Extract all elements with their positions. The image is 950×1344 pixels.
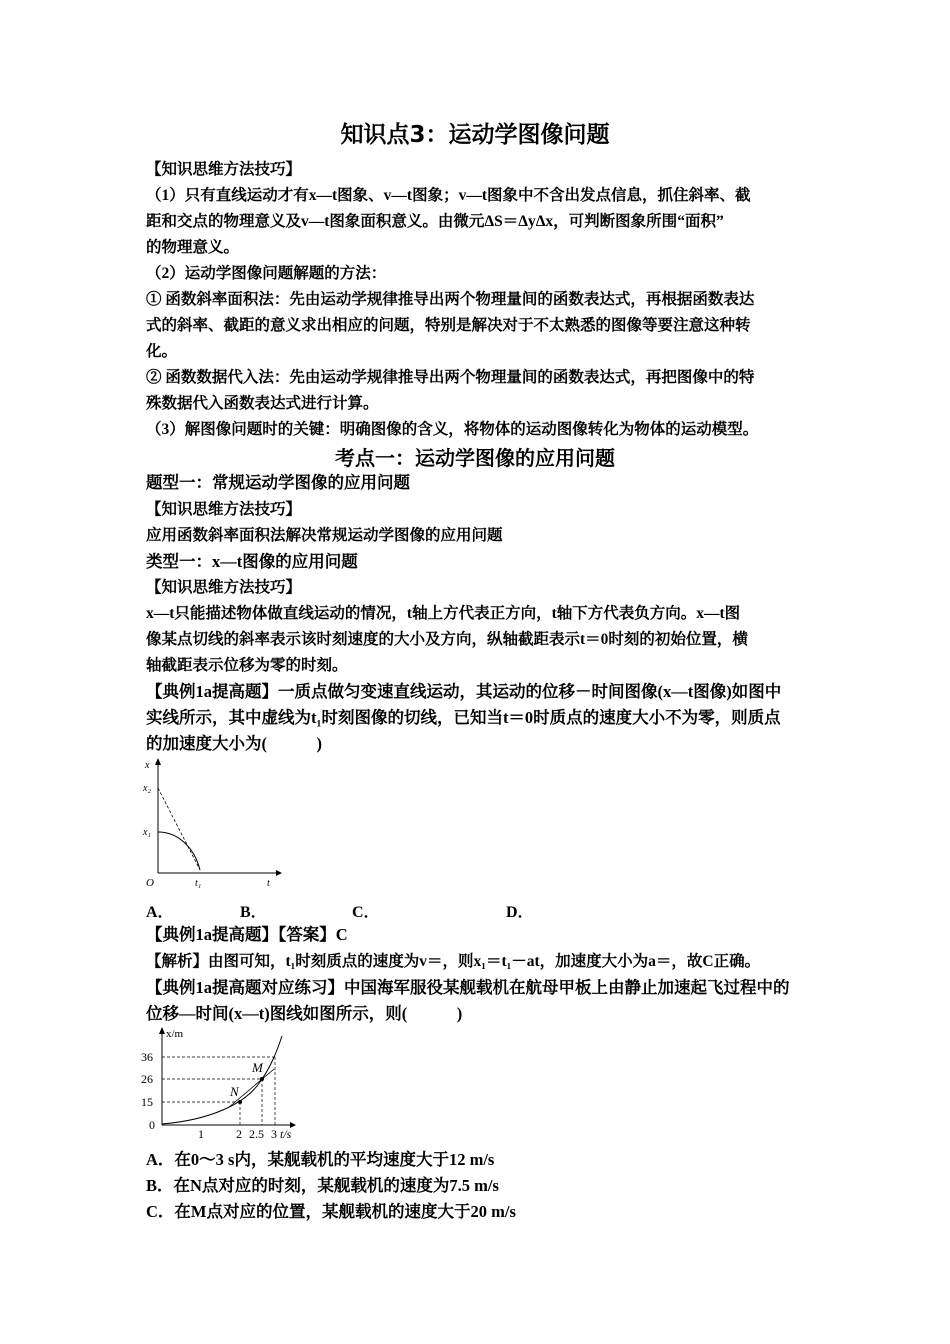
option-d: D．: [506, 904, 534, 921]
x-tick-2: 2: [236, 1127, 242, 1141]
text-line: 【知识思维方法技巧】: [146, 579, 302, 596]
x-axis-label: x: [145, 760, 150, 771]
subsection-title: 题型一：常规运动学图像的应用问题: [146, 473, 410, 492]
text-line: 殊数据代入函数表达式进行计算。: [146, 395, 379, 412]
text-line: 【知识思维方法技巧】: [146, 161, 302, 178]
x-axis-arrow: [159, 1027, 165, 1034]
text-line: 实线所示，其中虚线为t₁时刻图像的切线，已知当t＝0时质点的速度大小不为零，则质点: [146, 708, 781, 727]
xt-graph-1: [140, 755, 290, 890]
origin-label: O: [146, 877, 154, 889]
text-line: （1）只有直线运动才有x—t图象、v—t图象；v—t图象中不含出发点信息，抓住斜率、截: [146, 187, 751, 204]
xt-graph-2: [140, 1024, 310, 1144]
text-line: 的加速度大小为( ): [146, 734, 322, 753]
t1-label: t₁: [195, 878, 202, 889]
x-tick-2-5: 2.5: [249, 1127, 264, 1141]
y-tick-26: 26: [141, 1072, 153, 1086]
point-m: [260, 1077, 264, 1081]
option-a: A．: [146, 904, 174, 921]
text-line: ② 函数数据代入法：先由运动学规律推导出两个物理量间的函数表达式，再把图像中的特: [146, 369, 755, 386]
label-m: M: [252, 1060, 263, 1075]
text-line: ① 函数斜率面积法：先由运动学规律推导出两个物理量间的函数表达式，再根据函数表达: [146, 291, 755, 308]
tangent-line: [158, 788, 200, 870]
x2-label: x₂: [143, 783, 151, 794]
option-2a: A．在0～3 s内，某舰载机的平均速度大于12 m/s: [146, 1150, 495, 1169]
text-line: （3）解图像问题时的关键：明确图像的含义，将物体的运动图像转化为物体的运动模型。: [146, 421, 759, 438]
text-line: 【典例1a提高题对应练习】中国海军服役某舰载机在航母甲板上由静止加速起飞过程中的: [146, 978, 790, 997]
text-line: 式的斜率、截距的意义求出相应的问题，特别是解决对于不太熟悉的图像等要注意这种转: [146, 317, 751, 334]
y-tick-15: 15: [141, 1095, 153, 1109]
label-n: N: [230, 1084, 239, 1099]
x-axis-label: t/s: [280, 1127, 292, 1141]
subsection-title: 类型一：x—t图像的应用问题: [146, 552, 358, 571]
option-2b: B．在N点对应的时刻，某舰载机的速度为7.5 m/s: [146, 1176, 499, 1195]
text-line: 距和交点的物理意义及v—t图象面积意义。由微元ΔS＝ΔyΔx，可判断图象所围“面积”: [146, 213, 724, 230]
page-title: 知识点3：运动学图像问题: [340, 122, 610, 148]
option-b: B．: [240, 904, 267, 921]
y-axis-label: x/m: [166, 1028, 184, 1040]
text-line: （2）运动学图像问题解题的方法：: [146, 265, 387, 282]
section-title: 考点一：运动学图像的应用问题: [335, 446, 615, 470]
option-c: C．: [352, 904, 380, 921]
y-tick-0: 0: [149, 1118, 155, 1132]
text-line: 【典例1a提高题】一质点做匀变速直线运动，其运动的位移－时间图像(x—t图像)如图中: [146, 682, 782, 701]
text-line: 【知识思维方法技巧】: [146, 501, 302, 518]
t-axis-label: t: [267, 878, 270, 889]
option-2c: C．在M点对应的位置，某舰载机的速度大于20 m/s: [146, 1202, 516, 1221]
t-axis-arrow: [276, 870, 282, 876]
text-line: 应用函数斜率面积法解决常规运动学图像的应用问题: [146, 527, 503, 544]
xt-curve: [162, 1036, 282, 1124]
text-line: x—t只能描述物体做直线运动的情况，t轴上方代表正方向，t轴下方代表负方向。x—t图: [146, 605, 741, 622]
text-line: 的物理意义。: [146, 239, 240, 256]
text-line: 像某点切线的斜率表示该时刻速度的大小及方向，纵轴截距表示t＝0时刻的初始位置，横: [146, 631, 748, 648]
x-tick-3: 3: [271, 1127, 277, 1141]
text-line: 化。: [146, 343, 178, 360]
xt-curve: [158, 832, 200, 870]
answer-line: 【典例1a提高题】【答案】C: [146, 925, 348, 944]
analysis-line: 【解析】由图可知，t₁时刻质点的速度为v＝，则x₁＝t₁－at，加速度大小为a＝，故C正确。: [146, 953, 761, 970]
text-line: 轴截距表示位移为零的时刻。: [146, 657, 348, 674]
x-tick-1: 1: [198, 1127, 204, 1141]
x1-label: x₁: [143, 827, 151, 838]
x-axis-arrow: [155, 758, 161, 765]
text-line: 位移—时间(x—t)图线如图所示，则( ): [146, 1004, 463, 1023]
point-n: [238, 1100, 242, 1104]
y-tick-36: 36: [141, 1050, 153, 1064]
